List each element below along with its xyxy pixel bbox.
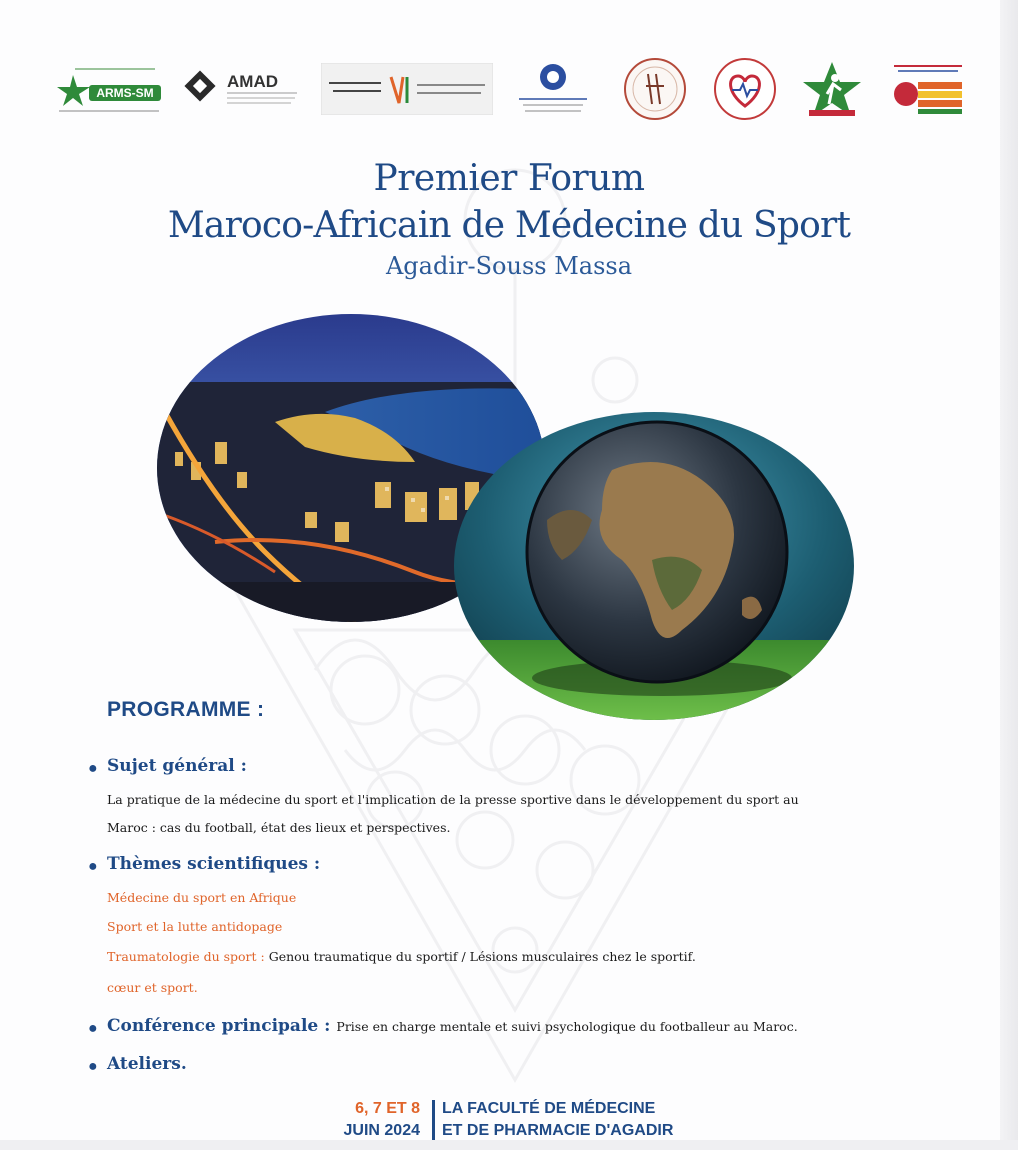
event-dates-days: 6, 7 ET 8 [355, 1100, 420, 1117]
forum-title-line1: Premier Forum [373, 158, 645, 199]
theme-item [107, 890, 296, 905]
event-dates-month-year: JUIN 2024 [343, 1122, 420, 1139]
sujet-general-line1: La pratique de la médecine du sport et l'implication de la presse sportive dans le développement du sport au [107, 792, 799, 807]
amad-logo [183, 55, 301, 123]
fondation-logo [321, 55, 493, 123]
bullet-dot: ● [88, 1058, 98, 1075]
venue-line1: LA FACULTÉ DE MÉDECINE [442, 1100, 656, 1117]
page-edge-shadow [1000, 0, 1018, 1150]
programme-heading: PROGRAMME : [107, 698, 265, 721]
page-bottom-edge [0, 1140, 1018, 1150]
circle-seal-logo [620, 55, 690, 123]
bullet-dot: ● [88, 760, 98, 777]
association-blue-logo [511, 55, 595, 123]
ateliers-label: Ateliers. [107, 1054, 187, 1074]
theme-item-title: Traumatologie du sport : [107, 949, 265, 964]
arms-sm-logo [55, 55, 165, 123]
earth-globe-image [452, 410, 857, 722]
bullet-dot: ● [88, 858, 98, 875]
footer-divider [432, 1100, 435, 1142]
themes-scientifiques-label: Thèmes scientifiques : [107, 854, 321, 874]
theme-item [107, 919, 282, 934]
theme-item [107, 980, 198, 995]
conference-principale-label: Conférence principale : [107, 1016, 331, 1036]
sujet-general-line2: Maroc : cas du football, état des lieux et perspectives. [107, 820, 451, 835]
bullet-dot: ● [88, 1020, 98, 1037]
theme-item-title: Médecine du sport en Afrique [107, 890, 297, 905]
theme-item [107, 949, 696, 964]
conference-principale [107, 1016, 798, 1036]
arms-sm-text: ARMS-SM [96, 86, 154, 100]
heart-logo [710, 55, 780, 123]
amad-text: AMAD [227, 72, 278, 91]
theme-item-detail: Genou traumatique du sportif / Lésions musculaires chez le sportif. [268, 949, 696, 964]
forum-title-line2: Maroco-Africain de Médecine du Sport [167, 205, 851, 246]
federation-logo [887, 55, 969, 123]
theme-item-title: cœur et sport. [107, 980, 198, 995]
venue-line2: ET DE PHARMACIE D'AGADIR [442, 1122, 674, 1139]
forum-location-subtitle: Agadir-Souss Massa [385, 252, 633, 280]
partner-logos [55, 55, 975, 123]
theme-item-title: Sport et la lutte antidopage [107, 919, 283, 934]
star-runner-logo [797, 55, 867, 123]
sujet-general-label: Sujet général : [107, 756, 247, 776]
conference-principale-value: Prise en charge mentale et suivi psychologique du footballeur au Maroc. [336, 1019, 798, 1034]
